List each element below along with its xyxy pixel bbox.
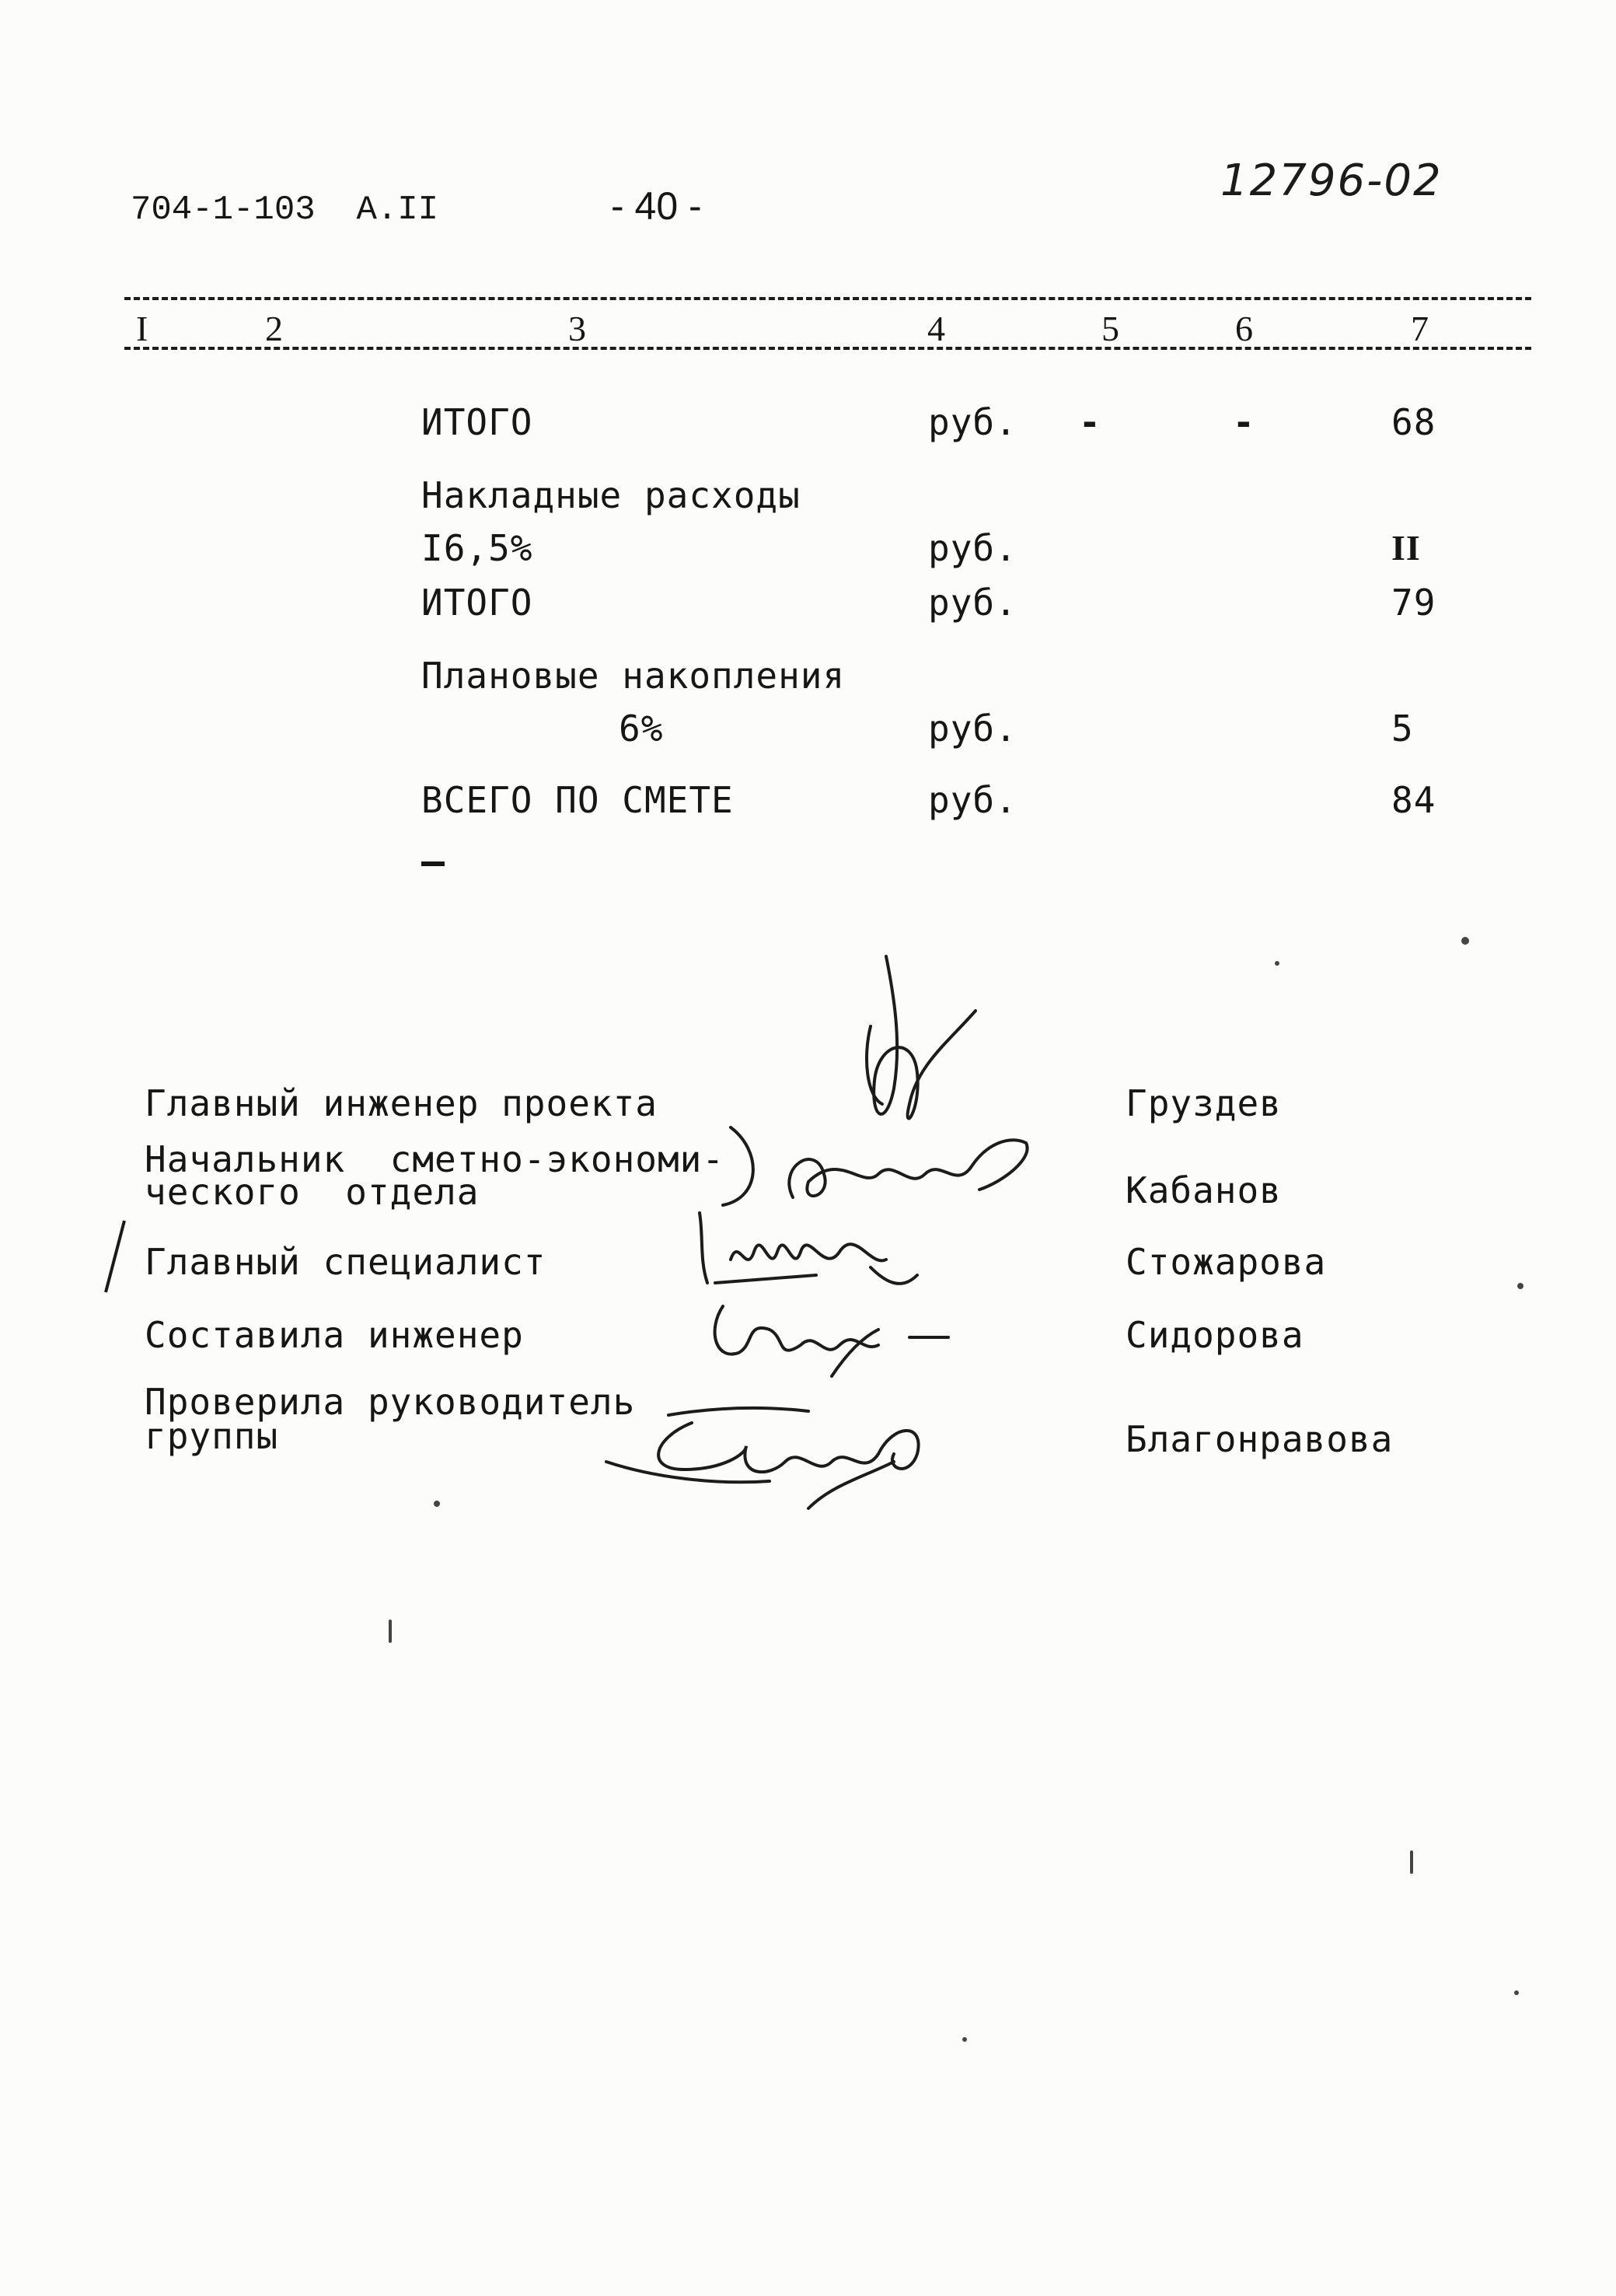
signature-position-line2: группы [145, 1415, 279, 1457]
signature-name: Благонравова [1126, 1418, 1394, 1460]
column-number-6: 6 [1233, 311, 1255, 347]
table-rule-bottom [124, 347, 1531, 350]
handwritten-document-number: 12796-02 [1220, 156, 1443, 206]
signature-position: Главный инженер проекта [145, 1082, 658, 1124]
summary-value: II [1391, 528, 1421, 568]
signature-position: Проверила руководитель [145, 1381, 636, 1423]
summary-label: Накладные расходы [421, 474, 801, 516]
summary-label: I6,5% [421, 527, 533, 569]
summary-value: 5 [1391, 708, 1414, 750]
summary-value: 68 [1391, 401, 1436, 443]
margin-slash-mark [99, 1218, 131, 1295]
signature-name: Сидорова [1126, 1314, 1304, 1356]
scan-speck [1517, 1283, 1524, 1289]
page-number: - 40 - [611, 184, 702, 228]
summary-label: ИТОГО [421, 401, 533, 443]
column-number-5: 5 [1099, 311, 1122, 347]
column-number-4: 4 [925, 311, 948, 347]
scan-speck [1410, 1850, 1413, 1874]
summary-label: Плановые накопления [421, 655, 846, 697]
summary-unit: руб. [928, 401, 1017, 443]
signature-position: Составила инженер [145, 1314, 524, 1356]
document-code: 704-1-103 A.II [131, 190, 439, 229]
scan-speck [962, 2037, 967, 2042]
signature-scribble [692, 1283, 956, 1384]
summary-label: ВСЕГО ПО СМЕТЕ [421, 779, 734, 821]
scan-speck [434, 1501, 440, 1507]
summary-unit: руб. [928, 582, 1017, 624]
scan-speck [389, 1620, 392, 1643]
scan-speck [1461, 937, 1469, 945]
summary-unit: руб. [928, 708, 1017, 750]
table-rule-top [124, 297, 1531, 300]
column-number-3: 3 [566, 311, 588, 347]
signature-position-line2: ческого отдела [145, 1171, 480, 1213]
summary-value: 79 [1391, 582, 1436, 624]
signature-name: Груздев [1126, 1082, 1282, 1124]
column-number-1: I [134, 311, 150, 347]
scan-speck [1514, 1990, 1519, 1995]
scan-speck [1275, 961, 1279, 966]
column-number-2: 2 [263, 311, 285, 347]
summary-label: ИТОГО [421, 582, 533, 624]
signature-position: Главный специалист [145, 1241, 546, 1283]
summary-col6-dash: - [1233, 401, 1255, 443]
summary-unit: руб. [928, 779, 1017, 821]
column-number-7: 7 [1408, 311, 1431, 347]
summary-unit: руб. [928, 527, 1017, 569]
summary-label: 6% [619, 708, 664, 750]
signature-name: Кабанов [1126, 1169, 1282, 1211]
summary-value: 84 [1391, 779, 1436, 821]
summary-col5-dash: - [1079, 401, 1101, 443]
end-mark [421, 861, 445, 866]
signature-name: Стожарова [1126, 1241, 1327, 1283]
signature-scribble [591, 1392, 964, 1516]
signature-position: Начальник сметно-экономи- [145, 1138, 725, 1180]
